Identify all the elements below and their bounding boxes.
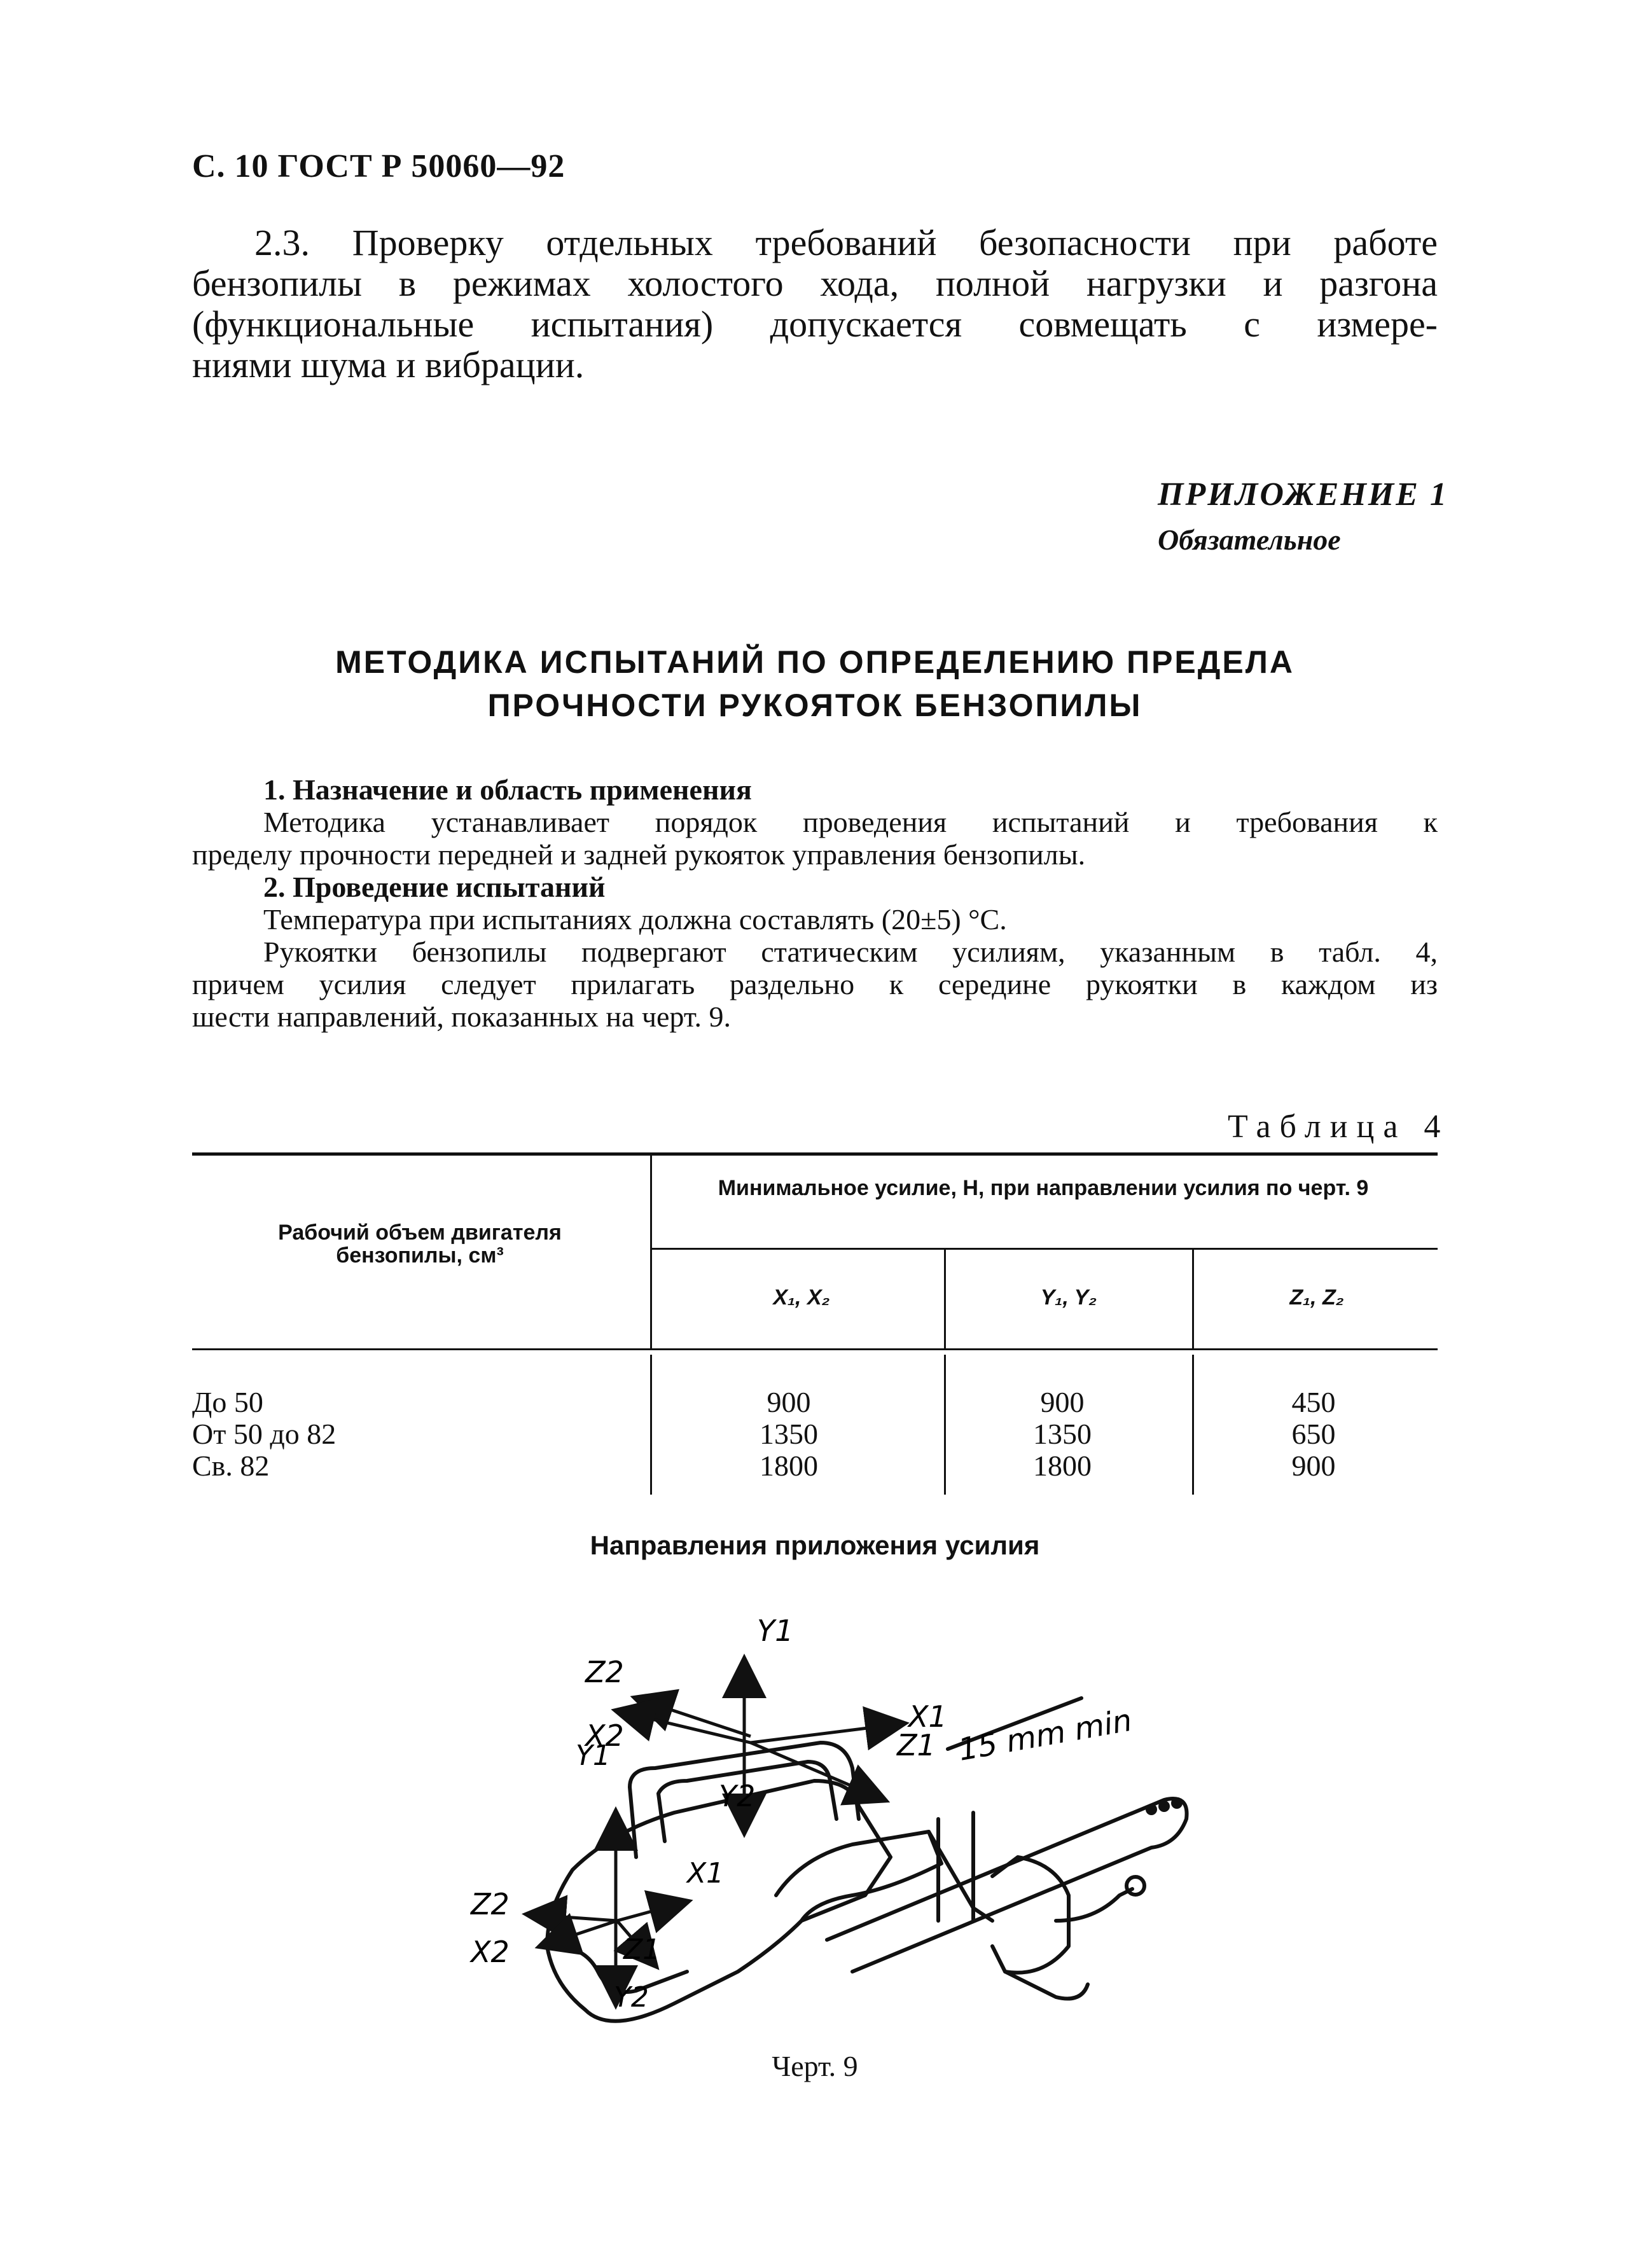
label-x2-rear: X2 xyxy=(471,1935,510,1969)
section-1-heading: 1. Назначение и область применения xyxy=(263,773,752,806)
label-y2-top: Y2 xyxy=(719,1779,756,1813)
label-y1-rear: Y1 xyxy=(576,1739,611,1772)
paragraph-line: (функциональные испытания) допускается совмещать с измере- xyxy=(192,303,1438,345)
table-divider xyxy=(944,1249,946,1348)
dimension-label: 15 mm min xyxy=(955,1702,1135,1768)
table-cell: 900 xyxy=(1040,1386,1085,1418)
paragraph-line: 2.3. Проверку отдельных требований безопасности при работе xyxy=(254,222,1438,263)
table-header-y: Y₁, Y₂ xyxy=(1040,1285,1097,1310)
figure-number: Черт. 9 xyxy=(772,2050,858,2082)
document-title-line-1: МЕТОДИКА ИСПЫТАНИЙ ПО ОПРЕДЕЛЕНИЮ ПРЕДЕЛА xyxy=(335,644,1294,680)
label-z2-top: Z2 xyxy=(585,1655,624,1689)
page-header: С. 10 ГОСТ Р 50060—92 xyxy=(192,148,566,184)
table-divider xyxy=(1192,1355,1194,1495)
table-cell: 1800 xyxy=(760,1449,818,1482)
table-cell: 900 xyxy=(767,1386,811,1418)
table-divider xyxy=(650,1154,652,1348)
table-cell: 450 xyxy=(1291,1386,1336,1418)
section-2-line: Рукоятки бензопилы подвергают статическим усилиям, указанным в табл. 4, xyxy=(263,936,1438,968)
table-cell: 1350 xyxy=(1033,1418,1092,1450)
clamp xyxy=(992,1857,1069,1973)
label-x2-top: X2 xyxy=(585,1718,624,1753)
paragraph-line: бензопилы в режимах холостого хода, полной нагрузки и разгона xyxy=(192,263,1438,304)
document-title-line-2: ПРОЧНОСТИ РУКОЯТОК БЕНЗОПИЛЫ xyxy=(487,688,1142,723)
saw-body xyxy=(547,1781,891,2021)
table-divider xyxy=(1192,1249,1194,1348)
table-header-z: Z₁, Z₂ xyxy=(1289,1285,1344,1310)
paragraph-line: ниями шума и вибрации. xyxy=(192,344,585,385)
table-header-x: X₁, X₂ xyxy=(773,1285,830,1310)
section-1 xyxy=(192,773,1438,1033)
chainsaw-diagram xyxy=(445,1590,1209,2035)
figure-caption: Направления приложения усилия xyxy=(590,1530,1040,1560)
section-1-text-line: пределу прочности передней и задней рукояток управления бензопилы. xyxy=(192,838,1086,871)
section-2-line: причем усилия следует прилагать раздельно к середине рукоятки в каждом из xyxy=(192,968,1438,1000)
table-row-label: До 50 xyxy=(192,1386,263,1418)
label-x1-rear: X1 xyxy=(687,1857,725,1890)
section-1-text-line: Методика устанавливает порядок проведения испытаний и требования к xyxy=(263,806,1438,838)
table-header-volume: Рабочий объем двигателя бензопилы, см³ xyxy=(278,1220,562,1268)
label-y1-top: Y1 xyxy=(757,1614,794,1648)
table-row-label: От 50 до 82 xyxy=(192,1418,337,1450)
section-2-heading: 2. Проведение испытаний xyxy=(263,871,606,903)
table-row-label: Св. 82 xyxy=(192,1449,270,1482)
table-cell: 650 xyxy=(1291,1418,1336,1450)
table-header-force: Минимальное усилие, Н, при направлении усилия по черт. 9 xyxy=(718,1176,1369,1200)
table-header-rule xyxy=(192,1348,1438,1350)
label-y2-rear: Y2 xyxy=(614,1981,649,2014)
table-cell: 1800 xyxy=(1033,1449,1092,1482)
paragraph-2-3 xyxy=(192,223,1438,385)
table-cell: 900 xyxy=(1291,1449,1336,1482)
table-group-rule xyxy=(651,1248,1438,1250)
table-divider xyxy=(650,1355,652,1495)
label-z1-rear: Z1 xyxy=(623,1933,661,1966)
table-cell: 1350 xyxy=(760,1418,818,1450)
appendix-status: Обязательное xyxy=(1158,523,1341,556)
appendix-label: ПРИЛОЖЕНИЕ 1 xyxy=(1158,476,1448,513)
section-2-line: шести направлений, показанных на черт. 9. xyxy=(192,1000,731,1033)
label-z1-top: Z1 xyxy=(897,1728,936,1762)
guide-bar xyxy=(827,1799,1187,1972)
table-divider xyxy=(944,1355,946,1495)
table-top-rule xyxy=(192,1152,1438,1156)
section-2-line: Температура при испытаниях должна составлять (20±5) °С. xyxy=(263,903,1007,936)
label-x1-top: X1 xyxy=(908,1699,947,1734)
table-caption: Таблица 4 xyxy=(1228,1109,1450,1145)
label-z2-rear: Z2 xyxy=(471,1887,510,1921)
